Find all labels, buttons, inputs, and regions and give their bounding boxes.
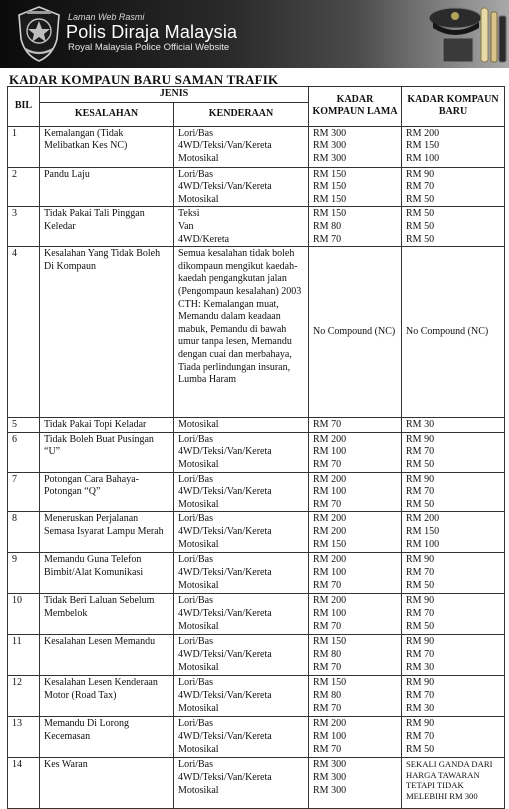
row-kenderaan-value: 4WD/Teksi/Van/Kereta (178, 607, 272, 619)
row-kenderaan (174, 635, 309, 676)
row-kenderaan (174, 512, 309, 553)
row-kadar-lama-value: RM 100 (313, 446, 347, 458)
row-kadar-baru-value: RM 90 (406, 718, 435, 730)
row-kenderaan-value: Lori/Bas (178, 127, 213, 139)
header-kadar-lama: KADAR KOMPAUN LAMA (309, 87, 402, 127)
table-row (8, 247, 505, 418)
row-kadar-lama (309, 594, 402, 635)
row-kadar-baru-value: RM 50 (406, 458, 435, 470)
row-kadar-baru-value: RM 50 (406, 620, 435, 632)
row-kenderaan-value: Motosikal (178, 152, 219, 164)
row-kadar-baru-value: No Compound (NC) (406, 326, 489, 338)
row-kesalahan: Kesalahan Lesen Kenderaan Motor (Road Tax) (40, 676, 174, 717)
row-kadar-lama-value: RM 150 (313, 636, 347, 648)
row-kadar-baru-value: RM 30 (406, 702, 435, 714)
row-kadar-baru-value: RM 70 (406, 486, 435, 498)
compound-rate-table (7, 86, 505, 809)
row-kadar-baru-value: RM 200 (406, 513, 440, 525)
row-kenderaan-value: Lori/Bas (178, 513, 213, 525)
row-kadar-baru-value: RM 50 (406, 233, 435, 245)
row-kadar-baru-value: RM 90 (406, 168, 435, 180)
row-kenderaan-value: Motosikal (178, 458, 219, 470)
row-kadar-baru-value: RM 90 (406, 433, 435, 445)
row-kadar-lama-value: RM 300 (313, 127, 347, 139)
row-kenderaan-value: Motosikal (178, 620, 219, 632)
row-kadar-lama-value: RM 150 (313, 208, 347, 220)
row-kadar-lama-value: RM 150 (313, 538, 347, 550)
row-kadar-lama-value: RM 200 (313, 554, 347, 566)
row-kadar-lama-value: RM 150 (313, 677, 347, 689)
row-bil: 10 (8, 594, 40, 635)
header-kadar-baru: KADAR KOMPAUN BARU (402, 87, 505, 127)
row-kadar-baru-value: RM 50 (406, 193, 435, 205)
row-kadar-baru-value: RM 70 (406, 566, 435, 578)
row-bil: 6 (8, 432, 40, 472)
row-kadar-lama-value: RM 70 (313, 579, 342, 591)
row-kenderaan-value: Lori/Bas (178, 595, 213, 607)
police-cap-icon (425, 2, 509, 66)
table-row (8, 553, 505, 594)
row-bil: 7 (8, 472, 40, 512)
row-kenderaan (174, 167, 309, 207)
table-body (8, 126, 505, 809)
row-kadar-baru-value: RM 50 (406, 579, 435, 591)
row-kadar-baru (402, 247, 505, 418)
row-kenderaan (174, 553, 309, 594)
row-kadar-baru (402, 635, 505, 676)
row-kadar-baru (402, 717, 505, 758)
row-kadar-lama-value: RM 200 (313, 525, 347, 537)
row-kadar-baru (402, 553, 505, 594)
row-bil: 12 (8, 676, 40, 717)
row-kadar-baru-value: RM 90 (406, 473, 435, 485)
row-kenderaan-value: 4WD/Teksi/Van/Kereta (178, 566, 272, 578)
row-kesalahan: Tidak Pakai Topi Keladar (40, 418, 174, 433)
row-kadar-lama (309, 432, 402, 472)
row-kadar-baru (402, 594, 505, 635)
row-kesalahan: Pandu Laju (40, 167, 174, 207)
header-bil: BIL (8, 87, 40, 127)
row-kesalahan: Memandu Di Lorong Kecemasan (40, 717, 174, 758)
header-jenis: JENIS (40, 87, 309, 103)
row-kenderaan-value: Motosikal (178, 784, 219, 796)
row-kadar-lama-value: RM 200 (313, 718, 347, 730)
row-kadar-lama-value: RM 300 (313, 771, 347, 783)
row-kadar-lama-value: RM 100 (313, 486, 347, 498)
row-kadar-baru (402, 167, 505, 207)
row-kadar-baru-value: RM 30 (406, 661, 435, 673)
row-kenderaan-value: Lori/Bas (178, 677, 213, 689)
row-kadar-baru-value: RM 150 (406, 525, 440, 537)
row-kadar-baru-value: RM 150 (406, 140, 440, 152)
row-kadar-lama-value: RM 70 (313, 458, 342, 470)
row-kadar-baru-value: RM 30 (406, 419, 435, 431)
row-kadar-baru-value: RM 90 (406, 636, 435, 648)
row-kenderaan-value: Lori/Bas (178, 168, 213, 180)
row-kadar-baru-value: RM 90 (406, 595, 435, 607)
table-row (8, 126, 505, 167)
site-banner (0, 0, 509, 68)
row-bil: 14 (8, 758, 40, 809)
row-kadar-lama (309, 167, 402, 207)
row-kadar-baru-value: RM 50 (406, 498, 435, 510)
row-kadar-baru-value: RM 100 (406, 152, 440, 164)
table-row (8, 432, 505, 472)
row-kenderaan-value: Motosikal (178, 579, 219, 591)
row-kesalahan: Kes Waran (40, 758, 174, 809)
row-kenderaan-value: Lori/Bas (178, 433, 213, 445)
row-kadar-baru (402, 512, 505, 553)
row-kenderaan-value: Motosikal (178, 743, 219, 755)
row-kadar-lama-value: RM 70 (313, 620, 342, 632)
row-kenderaan-value: 4WD/Teksi/Van/Kereta (178, 771, 272, 783)
row-kesalahan: Kesalahan Yang Tidak Boleh Di Kompaun (40, 247, 174, 418)
row-kadar-baru-value: RM 200 (406, 127, 440, 139)
row-kadar-lama-value: RM 300 (313, 140, 347, 152)
row-kadar-lama (309, 553, 402, 594)
row-kenderaan-value: 4WD/Teksi/Van/Kereta (178, 446, 272, 458)
table-row (8, 676, 505, 717)
row-kadar-lama (309, 717, 402, 758)
table-row (8, 717, 505, 758)
row-kesalahan: Tidak Pakai Tali Pinggan Keledar (40, 207, 174, 247)
row-kadar-baru-value: RM 70 (406, 446, 435, 458)
row-kadar-lama-value: RM 100 (313, 607, 347, 619)
row-kenderaan (174, 126, 309, 167)
row-kadar-lama-value: RM 70 (313, 233, 342, 245)
row-kadar-lama-value: RM 150 (313, 181, 347, 193)
row-kenderaan-value: 4WD/Teksi/Van/Kereta (178, 648, 272, 660)
row-kenderaan-value: Lori/Bas (178, 554, 213, 566)
row-kadar-lama (309, 247, 402, 418)
row-kadar-baru-value: RM 70 (406, 730, 435, 742)
row-bil: 4 (8, 247, 40, 418)
row-kadar-lama-value: RM 70 (313, 702, 342, 714)
row-kenderaan-value: Motosikal (178, 193, 219, 205)
row-kenderaan (174, 594, 309, 635)
row-bil: 2 (8, 167, 40, 207)
row-kadar-lama-value: RM 300 (313, 152, 347, 164)
row-kesalahan: Tidak Boleh Buat Pusingan “U” (40, 432, 174, 472)
row-bil: 1 (8, 126, 40, 167)
document-title: KADAR KOMPAUN BARU SAMAN TRAFIK (9, 72, 279, 87)
row-kenderaan (174, 676, 309, 717)
row-kadar-lama-value: RM 200 (313, 595, 347, 607)
row-kadar-lama (309, 512, 402, 553)
table-row (8, 512, 505, 553)
row-kenderaan-value: Lori/Bas (178, 636, 213, 648)
row-kadar-lama-value: RM 300 (313, 784, 347, 796)
row-kenderaan (174, 418, 309, 433)
row-kenderaan-value: 4WD/Teksi/Van/Kereta (178, 486, 272, 498)
row-kadar-baru-value: RM 90 (406, 554, 435, 566)
table-row (8, 418, 505, 433)
row-kenderaan (174, 758, 309, 809)
row-kadar-baru-value: RM 100 (406, 538, 440, 550)
row-kenderaan-value: Motosikal (178, 538, 219, 550)
row-bil: 3 (8, 207, 40, 247)
row-kadar-baru-value: RM 90 (406, 677, 435, 689)
row-kenderaan-value: 4WD/Teksi/Van/Kereta (178, 140, 272, 152)
row-kadar-baru (402, 676, 505, 717)
row-kenderaan-value: Motosikal (178, 661, 219, 673)
row-kenderaan-value: Lori/Bas (178, 759, 213, 771)
row-kadar-baru (402, 126, 505, 167)
table-row (8, 207, 505, 247)
row-bil: 5 (8, 418, 40, 433)
row-kadar-baru (402, 472, 505, 512)
row-kadar-lama-value: RM 150 (313, 168, 347, 180)
police-crest-icon (15, 5, 63, 63)
row-kenderaan-value: Motosikal (178, 419, 219, 431)
row-kenderaan (174, 207, 309, 247)
table-row (8, 167, 505, 207)
row-kenderaan-value: 4WD/Teksi/Van/Kereta (178, 181, 272, 193)
row-kenderaan-value: 4WD/Kereta (178, 233, 230, 245)
row-kenderaan-value: Lori/Bas (178, 718, 213, 730)
row-kesalahan: Meneruskan Perjalanan Semasa Isyarat Lampu Merah (40, 512, 174, 553)
row-kenderaan-value: 4WD/Teksi/Van/Kereta (178, 689, 272, 701)
row-kadar-baru (402, 758, 505, 809)
row-kadar-lama-value: RM 70 (313, 743, 342, 755)
row-kadar-lama (309, 758, 402, 809)
row-kadar-baru (402, 432, 505, 472)
row-kadar-lama-value: RM 200 (313, 513, 347, 525)
row-kadar-lama-value: RM 200 (313, 473, 347, 485)
row-kadar-lama-value: RM 200 (313, 433, 347, 445)
row-kadar-lama-value: RM 70 (313, 419, 342, 431)
row-kenderaan-value: Teksi (178, 208, 200, 220)
row-kadar-lama (309, 418, 402, 433)
row-kadar-baru-value: RM 70 (406, 181, 435, 193)
row-kadar-lama-value: RM 300 (313, 759, 347, 771)
row-kadar-lama (309, 635, 402, 676)
row-kadar-lama-value: RM 80 (313, 648, 342, 660)
row-kadar-lama-value: RM 100 (313, 730, 347, 742)
row-kadar-baru (402, 418, 505, 433)
row-kenderaan (174, 472, 309, 512)
row-kesalahan: Kemalangan (Tidak Melibatkan Kes NC) (40, 126, 174, 167)
row-kadar-lama (309, 126, 402, 167)
row-bil: 13 (8, 717, 40, 758)
row-kesalahan: Tidak Beri Laluan Sebelum Membelok (40, 594, 174, 635)
banner-subtitle: Laman Web Rasmi (68, 12, 145, 22)
row-kadar-lama-value: RM 70 (313, 661, 342, 673)
row-kesalahan: Memandu Guna Telefon Bimbit/Alat Komunikasi (40, 553, 174, 594)
row-kenderaan (174, 717, 309, 758)
row-kenderaan-value: 4WD/Teksi/Van/Kereta (178, 730, 272, 742)
row-kadar-lama-value: RM 80 (313, 689, 342, 701)
row-kadar-lama-value: RM 70 (313, 498, 342, 510)
row-kadar-baru (402, 207, 505, 247)
row-kadar-lama-value: RM 80 (313, 220, 342, 232)
row-bil: 8 (8, 512, 40, 553)
row-kadar-baru-value: RM 50 (406, 743, 435, 755)
row-bil: 9 (8, 553, 40, 594)
row-kadar-lama-value: RM 150 (313, 193, 347, 205)
row-kadar-baru-value: RM 70 (406, 689, 435, 701)
row-kesalahan: Potongan Cara Bahaya-Potongan “Q” (40, 472, 174, 512)
banner-english-title: Royal Malaysia Police Official Website (68, 42, 230, 53)
row-kenderaan-value: Semua kesalahan tidak boleh dikompaun mengikut kaedah-kaedah pengangkutan jalan (Pengompaun kesalahan) 2003 CTH: Kemalangan muat, Memandu dalam keadaan mabuk, Pemandu di bawah umur tanpa lesen, Memandu dengan cuai dan merbahaya, Tiada perlindungan insuran, Lumba Haram (178, 248, 302, 386)
row-kadar-lama-value: No Compound (NC) (313, 326, 396, 338)
row-kadar-baru-value: SEKALI GANDA DARI HARGA TAWARAN TETAPI TIDAK MELEBIHI RM 300 (406, 759, 493, 801)
row-kenderaan-value: Van (178, 220, 194, 232)
row-kadar-lama (309, 207, 402, 247)
row-kadar-baru-value: RM 50 (406, 220, 435, 232)
header-kenderaan: KENDERAAN (174, 102, 309, 126)
row-kenderaan-value: Lori/Bas (178, 473, 213, 485)
table-row (8, 472, 505, 512)
row-kenderaan-value: Motosikal (178, 702, 219, 714)
row-kadar-baru-value: RM 70 (406, 607, 435, 619)
row-bil: 11 (8, 635, 40, 676)
row-kenderaan-value: Motosikal (178, 498, 219, 510)
table-row (8, 758, 505, 809)
table-row (8, 594, 505, 635)
banner-title: Polis Diraja Malaysia (66, 22, 238, 42)
row-kenderaan (174, 432, 309, 472)
row-kadar-lama-value: RM 100 (313, 566, 347, 578)
row-kadar-lama (309, 472, 402, 512)
row-kadar-lama (309, 676, 402, 717)
row-kadar-baru-value: RM 70 (406, 648, 435, 660)
row-kesalahan: Kesalahan Lesen Memandu (40, 635, 174, 676)
row-kadar-baru-value: RM 50 (406, 208, 435, 220)
table-row (8, 635, 505, 676)
row-kenderaan (174, 247, 309, 418)
header-kesalahan: KESALAHAN (40, 102, 174, 126)
row-kenderaan-value: 4WD/Teksi/Van/Kereta (178, 525, 272, 537)
